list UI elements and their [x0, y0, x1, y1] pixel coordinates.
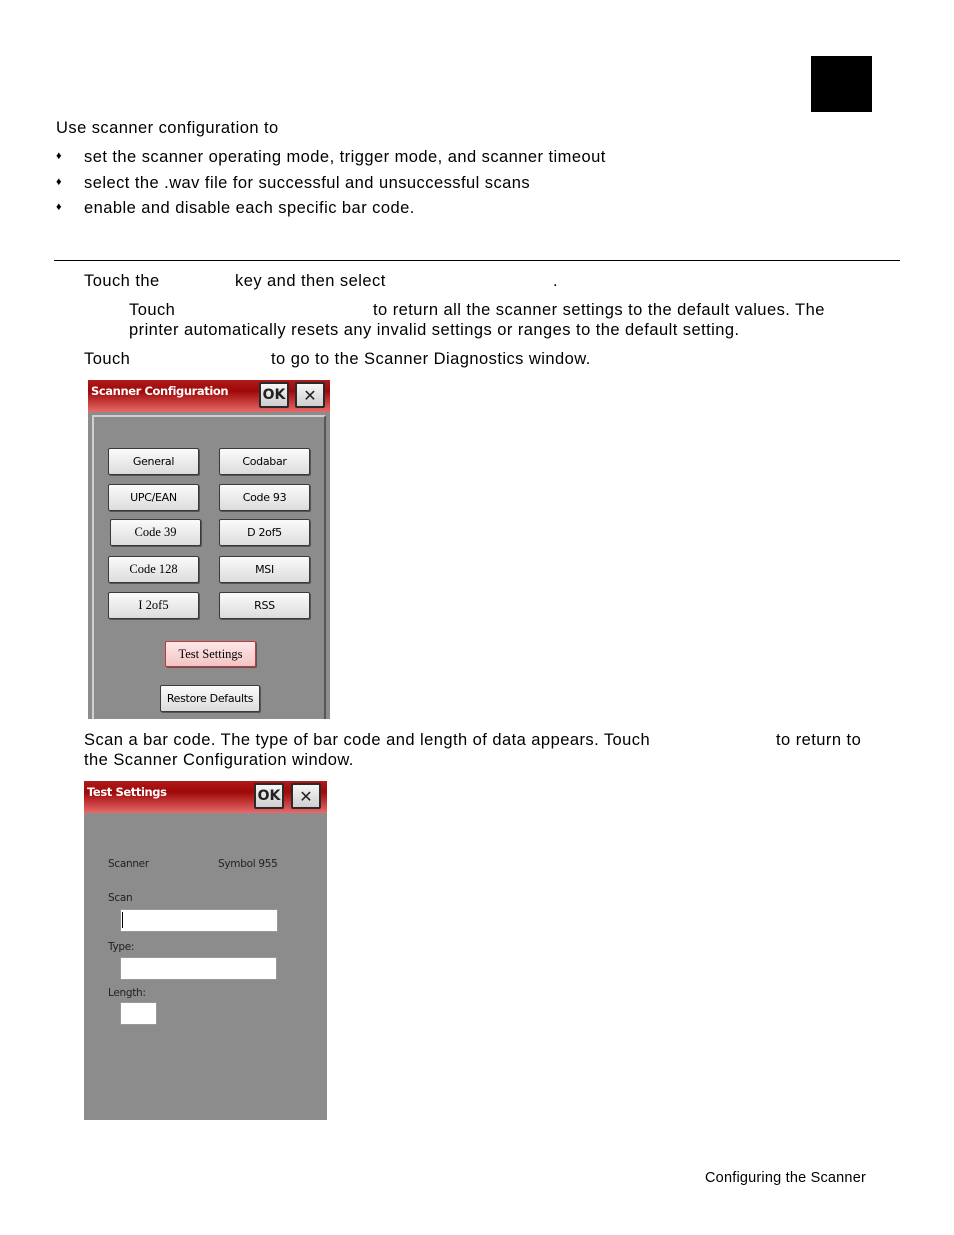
- close-icon[interactable]: ✕: [295, 382, 325, 408]
- scanner-value: Symbol 955: [218, 858, 278, 870]
- codabar-button[interactable]: Codabar: [219, 448, 310, 475]
- ok-button[interactable]: OK: [259, 382, 289, 408]
- step-text: Touch: [84, 350, 131, 368]
- note-text: to return all the scanner settings to the default values. The: [373, 301, 825, 319]
- window-title: Test Settings: [87, 785, 167, 799]
- step-text: the Scanner Configuration window.: [84, 751, 354, 769]
- scan-input[interactable]: [120, 909, 278, 932]
- page-footer: Configuring the Scanner: [705, 1170, 866, 1186]
- note-text: printer automatically resets any invalid settings or ranges to the default setting.: [129, 321, 740, 339]
- window-titlebar: [84, 781, 327, 813]
- window-title: Scanner Configuration: [91, 384, 229, 398]
- rss-button[interactable]: RSS: [219, 592, 310, 619]
- bullet-icon: ♦: [56, 150, 62, 162]
- close-icon[interactable]: ✕: [291, 783, 321, 809]
- i2of5-button[interactable]: I 2of5: [108, 592, 199, 619]
- ok-button[interactable]: OK: [254, 783, 284, 809]
- restore-defaults-button[interactable]: Restore Defaults: [160, 685, 260, 712]
- step-text: Touch the: [84, 272, 160, 290]
- type-label: Type:: [108, 941, 135, 953]
- scanner-label: Scanner: [108, 858, 149, 870]
- bullet-item: set the scanner operating mode, trigger mode, and scanner timeout: [84, 148, 606, 166]
- bullet-icon: ♦: [56, 201, 62, 213]
- code93-button[interactable]: Code 93: [219, 484, 310, 511]
- step-text: Scan a bar code. The type of bar code and length of data appears. Touch: [84, 731, 651, 749]
- scan-label: Scan: [108, 892, 133, 904]
- window-titlebar: [88, 380, 330, 412]
- section-divider: [54, 260, 900, 261]
- step-text: .: [553, 272, 559, 290]
- intro-text: Use scanner configuration to: [56, 119, 279, 137]
- text-caret: [122, 912, 123, 928]
- chapter-tab: [811, 56, 872, 112]
- bullet-item: select the .wav file for successful and unsuccessful scans: [84, 174, 531, 192]
- general-button[interactable]: General: [108, 448, 199, 475]
- note-text: Touch: [129, 301, 176, 319]
- step-text: to go to the Scanner Diagnostics window.: [271, 350, 591, 368]
- length-field: [120, 1002, 157, 1025]
- test-settings-button[interactable]: Test Settings: [165, 641, 256, 667]
- step-text: to return to: [776, 731, 862, 749]
- code128-button[interactable]: Code 128: [108, 556, 199, 583]
- bullet-icon: ♦: [56, 176, 62, 188]
- msi-button[interactable]: MSI: [219, 556, 310, 583]
- type-field: [120, 957, 277, 980]
- bullet-item: enable and disable each specific bar code.: [84, 199, 415, 217]
- test-settings-window: [84, 781, 327, 1120]
- scanner-configuration-window: [88, 380, 330, 719]
- d2of5-button[interactable]: D 2of5: [219, 519, 310, 546]
- step-text: key and then select: [235, 272, 386, 290]
- length-label: Length:: [108, 987, 146, 999]
- code39-button[interactable]: Code 39: [110, 519, 201, 546]
- upc-ean-button[interactable]: UPC/EAN: [108, 484, 199, 511]
